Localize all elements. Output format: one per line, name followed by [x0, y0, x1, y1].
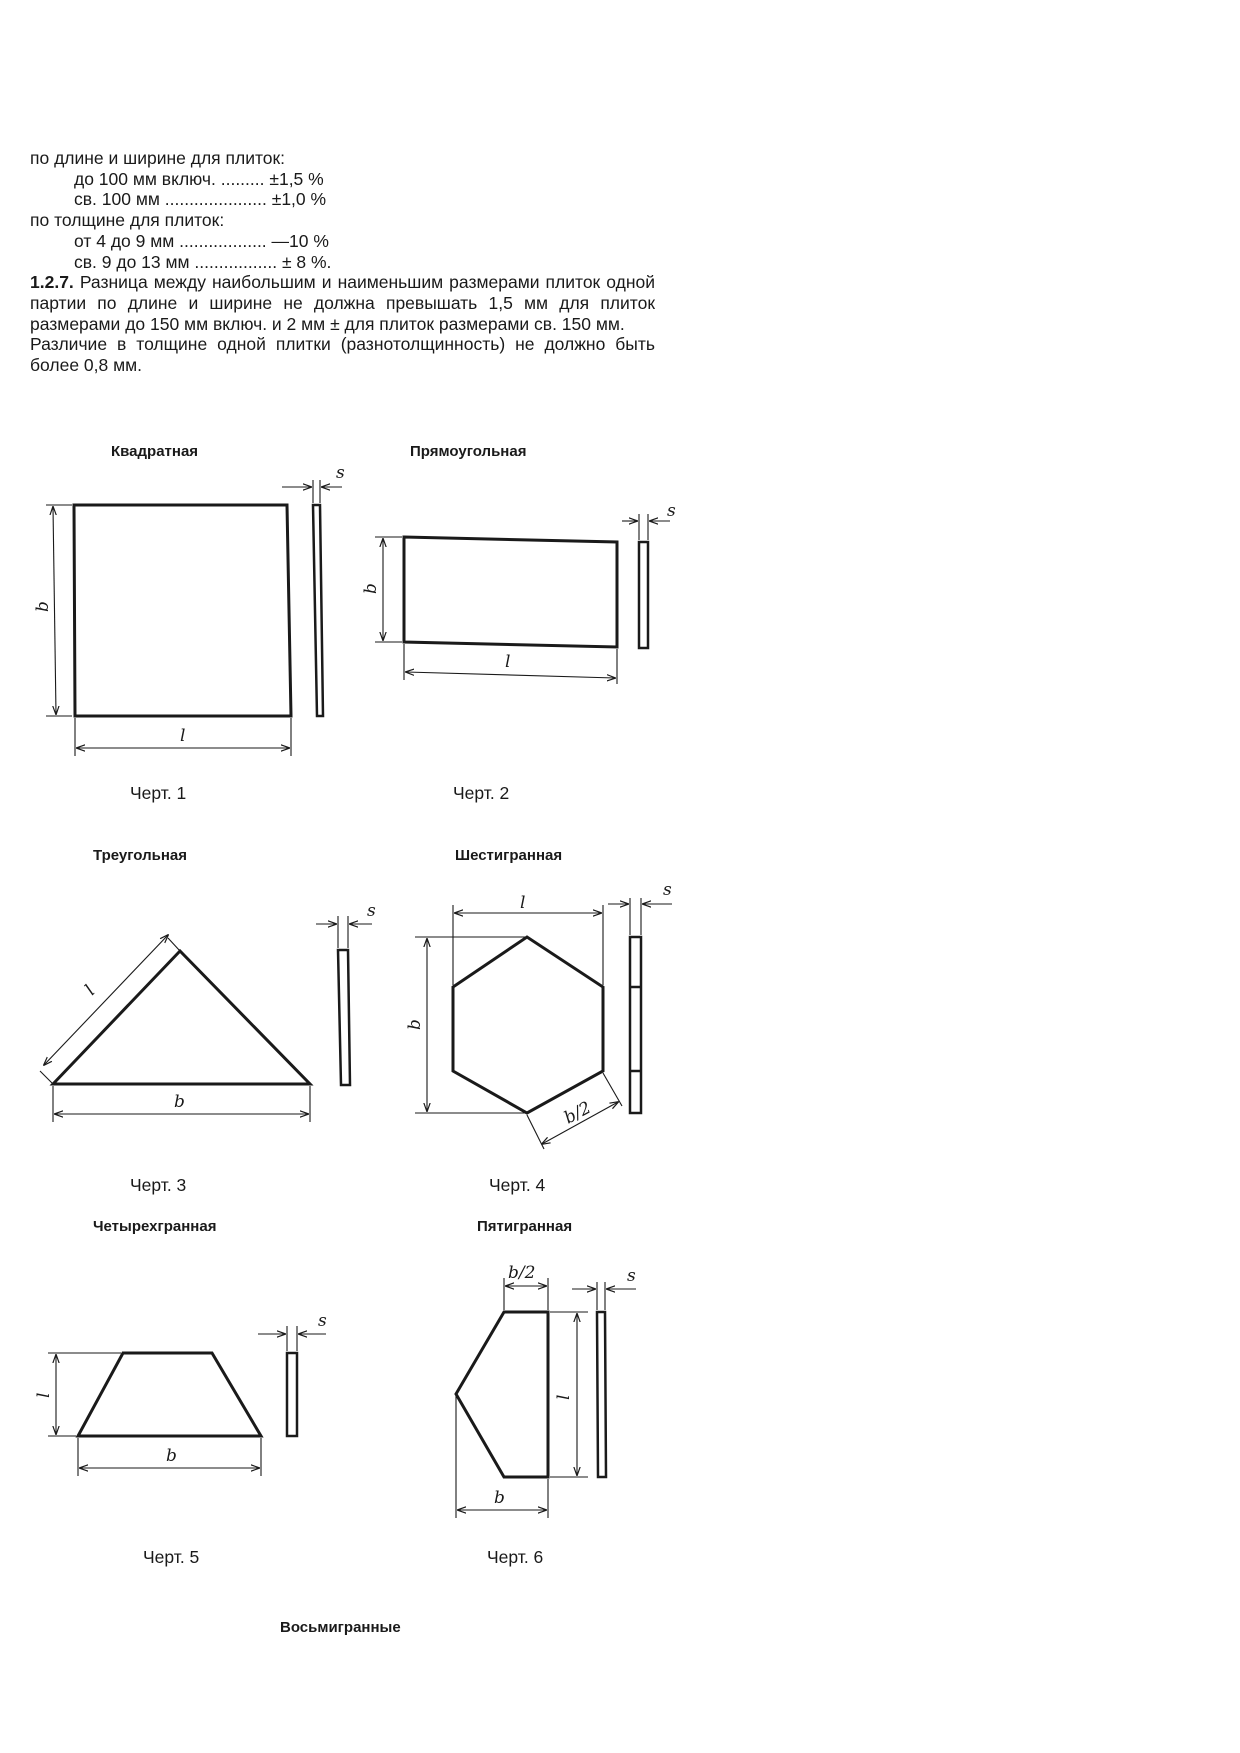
clause-text: Разница между наибольшим и наименьшим размерами плиток одной партии по длине и ширине не должна превышать 1,5 мм для плиток размерами до 150 мм включ. и 2 мм ± для плиток размерами св. 150 мм. — [30, 272, 655, 334]
label-b-triangle: b — [174, 1092, 185, 1112]
square-thickness-edge — [313, 505, 323, 716]
label-s-trap: s — [318, 1311, 327, 1331]
label-l-rect: l — [505, 652, 511, 672]
lw-upto100: до 100 мм включ. ......... ±1,5 % — [74, 168, 324, 189]
clause-number: 1.2.7. — [30, 272, 74, 293]
label-b-square: b — [33, 601, 53, 612]
lw-over100: св. 100 мм ..................... ±1,0 % — [74, 189, 327, 210]
label-l-triangle: l — [81, 981, 100, 1000]
label-b2-pent: b/2 — [508, 1263, 536, 1283]
square-tile — [74, 505, 291, 716]
triangle-thickness-edge — [338, 950, 350, 1085]
caption-4: Черт. 4 — [489, 1175, 546, 1195]
label-l-hex: l — [520, 893, 526, 913]
label-l-square: l — [180, 726, 186, 746]
t-4-9: от 4 до 9 мм .................. —10 % — [74, 230, 329, 251]
label-b-hex: b — [405, 1019, 425, 1030]
hexagon-tile — [453, 937, 603, 1113]
drawing-hexagonal — [405, 880, 672, 1149]
dim-l-rect — [406, 672, 615, 678]
thickness-heading: по толщине для плиток: — [30, 210, 225, 231]
label-b2-hex: b/2 — [560, 1097, 595, 1129]
triangle-tile — [53, 951, 310, 1084]
drawing-triangular — [40, 901, 376, 1122]
title-triangular: Треугольная — [93, 847, 187, 864]
dim-l-triangle — [44, 935, 168, 1065]
t-9-13: св. 9 до 13 мм ................. ± 8 %. — [74, 251, 332, 272]
thickness-note: Различие в толщине одной плитки (разнотолщинность) не должно быть более 0,8 мм. — [30, 334, 655, 376]
drawing-pentagonal — [456, 1263, 636, 1518]
label-s-pent: s — [627, 1266, 636, 1286]
trapezoid-thickness-edge — [287, 1353, 297, 1436]
caption-2: Черт. 2 — [453, 783, 510, 803]
label-s-square: s — [336, 463, 345, 483]
label-l-trap: l — [34, 1392, 54, 1398]
title-octagonal: Восьмигранные — [280, 1619, 401, 1636]
label-b-trap: b — [166, 1446, 177, 1466]
pentagon-tile — [456, 1312, 548, 1477]
caption-6: Черт. 6 — [487, 1547, 544, 1567]
label-s-hex: s — [663, 880, 672, 900]
title-rectangular: Прямоугольная — [410, 443, 527, 460]
drawing-rectangular — [361, 501, 676, 684]
caption-3: Черт. 3 — [130, 1175, 187, 1195]
drawing-square — [33, 463, 345, 756]
rect-thickness-edge — [639, 542, 648, 648]
label-s-triangle: s — [367, 901, 376, 921]
caption-5: Черт. 5 — [143, 1547, 200, 1567]
title-square: Квадратная — [111, 443, 199, 460]
title-pentagonal: Пятигранная — [477, 1218, 573, 1235]
label-s-rect: s — [667, 501, 676, 521]
label-b-rect: b — [361, 583, 381, 594]
label-l-pent: l — [554, 1394, 574, 1400]
label-b-pent: b — [494, 1488, 505, 1508]
title-hexagonal: Шестигранная — [455, 847, 563, 864]
title-quadrilateral: Четырехгранная — [93, 1218, 217, 1235]
dim-b-square — [53, 507, 56, 714]
rect-tile — [404, 537, 617, 647]
hexagon-thickness-edge — [630, 937, 641, 1113]
trapezoid-tile — [78, 1353, 261, 1436]
drawing-quadrilateral — [34, 1311, 327, 1476]
pentagon-thickness-edge — [597, 1312, 606, 1477]
caption-1: Черт. 1 — [130, 783, 187, 803]
lw-heading: по длине и ширине для плиток: — [30, 148, 286, 168]
